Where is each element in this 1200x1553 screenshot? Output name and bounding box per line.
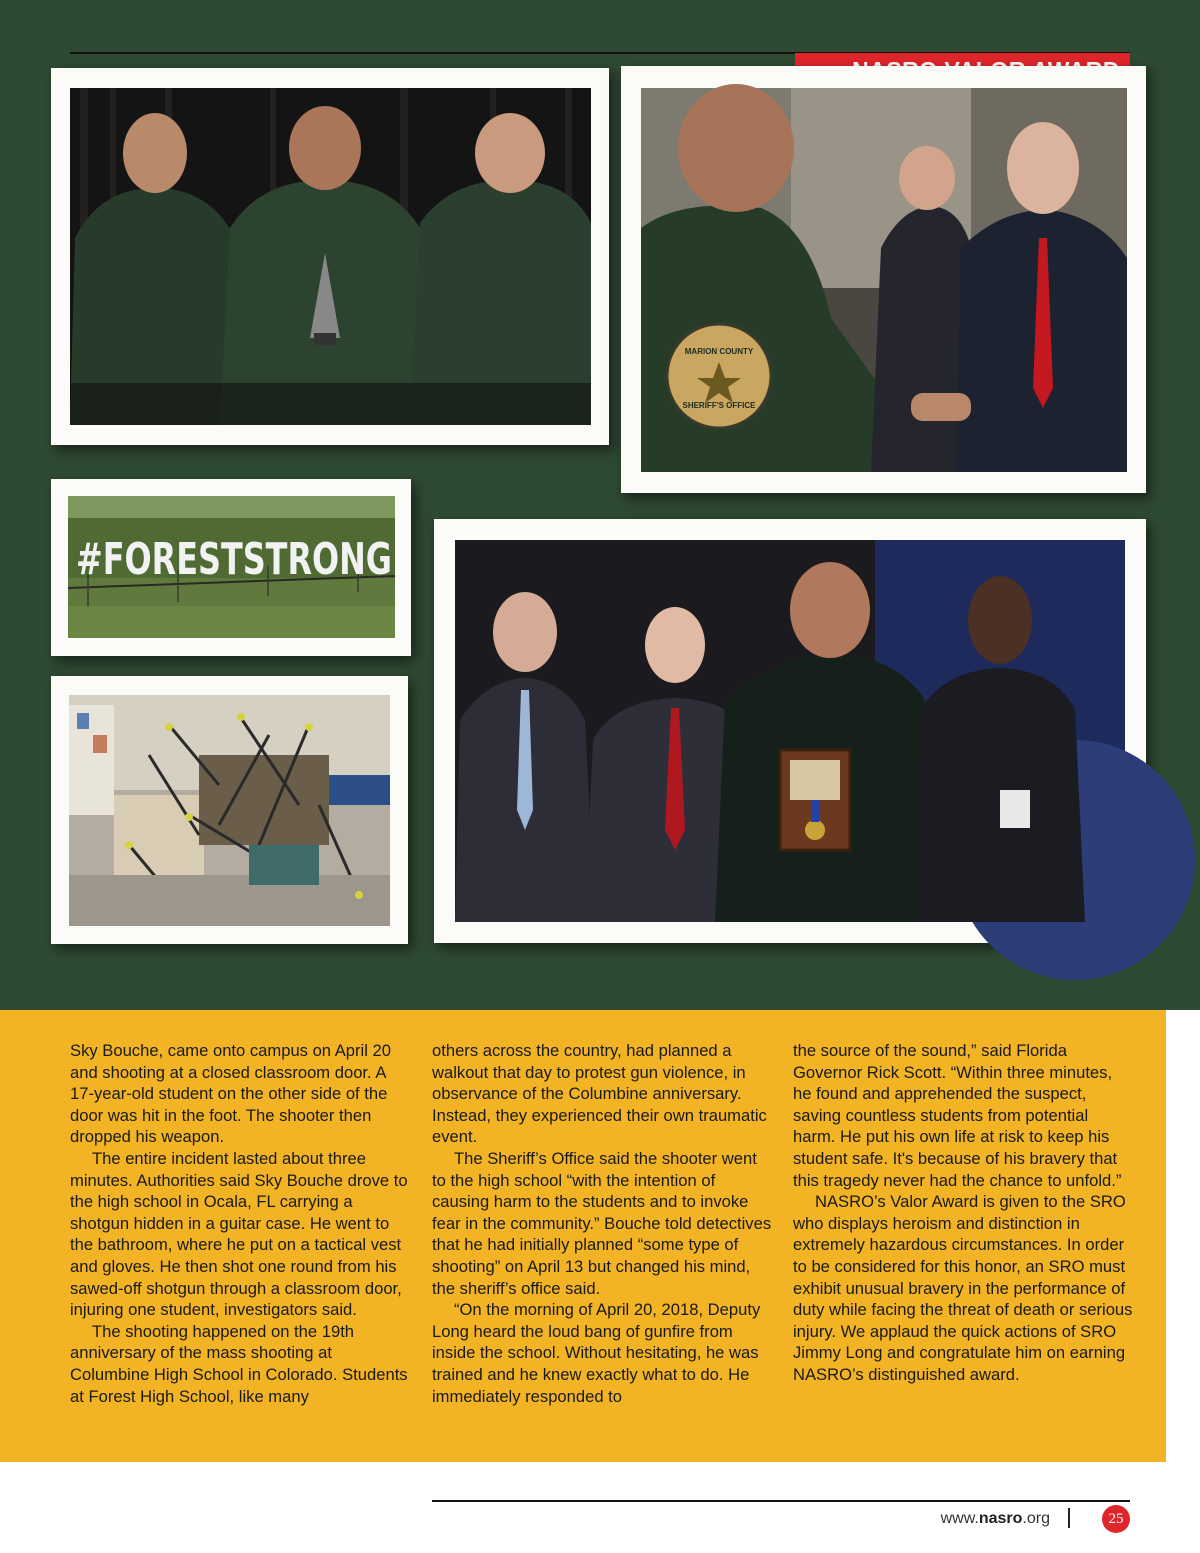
- url-prefix: www.: [940, 1510, 979, 1527]
- three-deputies-with-trophy-photo: [70, 88, 591, 425]
- website-link[interactable]: [900, 1508, 1050, 1530]
- photo-frame-foreststrong: [51, 479, 411, 656]
- url-brand: nasro: [978, 1510, 1023, 1527]
- photo-frame-handshake: [621, 66, 1146, 493]
- governor-handshake-photo: [641, 88, 1127, 472]
- award-ceremony-photo: [455, 540, 1125, 922]
- article-paragraph: “On the morning of April 20, 2018, Deputy Long heard the loud bang of gunfire from inside the school. Without hesitating, he was trained and he knew exactly what to do. He immediately responded to: [432, 1300, 761, 1406]
- barricaded-classroom-photo: [69, 695, 390, 926]
- article-paragraph: others across the country, had planned a walkout that day to protest gun violence, in observance of the Columbine anniversary. Instead, they experienced their own traumatic event.: [432, 1041, 767, 1147]
- article-paragraph: The shooting happened on the 19th anniversary of the mass shooting at Columbine High School in Colorado. Students at Forest High School, like many: [70, 1321, 408, 1406]
- article-column-3: [793, 1040, 1133, 1386]
- page-number: 25: [1102, 1505, 1130, 1533]
- footer-separator: [1068, 1508, 1070, 1528]
- patch-text-top: MARION COUNTY: [684, 347, 754, 356]
- photo-frame-ceremony: [434, 519, 1146, 943]
- patch-text-bottom: SHERIFF'S OFFICE: [682, 401, 756, 410]
- article-paragraph: NASRO’s Valor Award is given to the SRO who displays heroism and distinction in extremely hazardous circumstances. In order to be considered for this honor, an SRO must exhibit unusual bravery in the performance of duty while facing the threat of death or serious injury. We applaud the quick actions of SRO Jimmy Long and congratulate him on earning NASRO’s distinguished award.: [793, 1192, 1133, 1384]
- url-suffix: .org: [1022, 1510, 1050, 1527]
- article-paragraph: the source of the sound,” said Florida Governor Rick Scott. “Within three minutes, he found and apprehended the suspect, saving countless students from potential harm. He put his own life at risk to keep his student safe. It's because of his bravery that this tragedy never had the chance to unfold.”: [793, 1041, 1122, 1190]
- article-paragraph: The Sheriff’s Office said the shooter went to the high school “with the intention of causing harm to the students and to invoke fear in the community.” Bouche told detectives that he had initially planned “some type of shooting” on April 13 but changed his mind, the sheriff’s office said.: [432, 1148, 772, 1298]
- article-paragraph: The entire incident lasted about three minutes. Authorities said Sky Bouche drove to the high school in Ocala, FL carrying a shotgun hidden in a guitar case. He went to the bathroom, where he put on a tactical vest and gloves. He then shot one round from his sawed-off shotgun through a classroom door, injuring one student, investigators said.: [70, 1148, 408, 1320]
- article-paragraph: Sky Bouche, came onto campus on April 20 and shooting at a closed classroom door. A 17-year-old student on the other side of the door was hit in the foot. The shooter then dropped his weapon.: [70, 1041, 391, 1147]
- photo-frame-award-trio: [51, 68, 609, 445]
- footer-rule: [432, 1500, 1130, 1502]
- foreststrong-sign-photo: [68, 496, 395, 638]
- article-column-1: [70, 1040, 410, 1407]
- article-column-2: [432, 1040, 772, 1407]
- photo-frame-classroom: [51, 676, 408, 944]
- foreststrong-sign-text: #FORESTSTRONG: [76, 534, 392, 585]
